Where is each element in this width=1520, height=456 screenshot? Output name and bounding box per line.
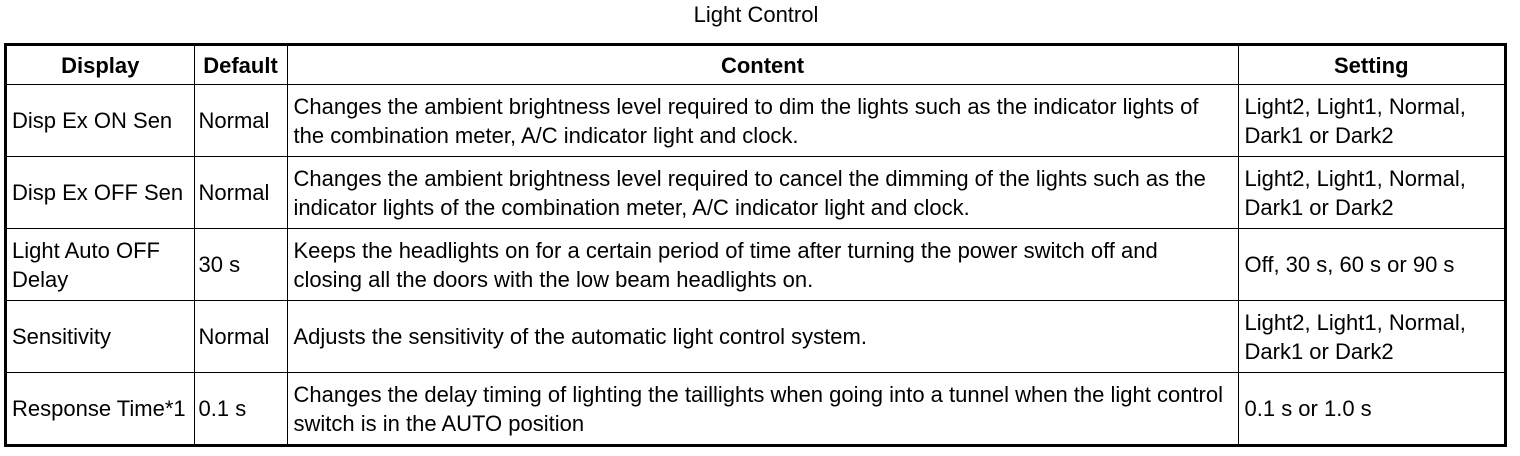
light-control-table-frame: [4, 43, 1507, 447]
column-header-setting: Setting: [1238, 46, 1504, 85]
display-cell: Sensitivity: [7, 301, 194, 373]
default-cell: Normal: [194, 157, 287, 229]
column-header-display: Display: [7, 46, 194, 85]
default-cell: 0.1 s: [194, 373, 287, 445]
column-header-default: Default: [194, 46, 287, 85]
table-row: [7, 301, 1504, 373]
content-cell: Changes the ambient brightness level required to cancel the dimming of the lights such as the indicator lights of the combination meter, A/C indicator light and clock.: [287, 157, 1238, 229]
display-cell: Disp Ex ON Sen: [7, 85, 194, 157]
setting-cell: Light2, Light1, Normal, Dark1 or Dark2: [1238, 301, 1504, 373]
default-cell: Normal: [194, 301, 287, 373]
content-cell: Adjusts the sensitivity of the automatic light control system.: [287, 301, 1238, 373]
setting-cell: 0.1 s or 1.0 s: [1238, 373, 1504, 445]
table-row: [7, 229, 1504, 301]
default-cell: 30 s: [194, 229, 287, 301]
content-cell: Keeps the headlights on for a certain period of time after turning the power switch off and closing all the doors with the low beam headlights on.: [287, 229, 1238, 301]
content-cell: Changes the ambient brightness level required to dim the lights such as the indicator lights of the combination meter, A/C indicator light and clock.: [287, 85, 1238, 157]
table-header-row: [7, 46, 1504, 85]
default-cell: Normal: [194, 85, 287, 157]
light-control-table: [7, 46, 1504, 445]
display-cell: Disp Ex OFF Sen: [7, 157, 194, 229]
display-cell: Light Auto OFF Delay: [7, 229, 194, 301]
display-cell: Response Time*1: [7, 373, 194, 445]
setting-cell: Light2, Light1, Normal, Dark1 or Dark2: [1238, 157, 1504, 229]
setting-cell: Light2, Light1, Normal, Dark1 or Dark2: [1238, 85, 1504, 157]
table-row: [7, 373, 1504, 445]
page-title: Light Control: [693, 2, 819, 27]
table-row: [7, 85, 1504, 157]
content-cell: Changes the delay timing of lighting the taillights when going into a tunnel when the light control switch is in the AUTO position: [287, 373, 1238, 445]
table-row: [7, 157, 1504, 229]
setting-cell: Off, 30 s, 60 s or 90 s: [1238, 229, 1504, 301]
column-header-content: Content: [287, 46, 1238, 85]
